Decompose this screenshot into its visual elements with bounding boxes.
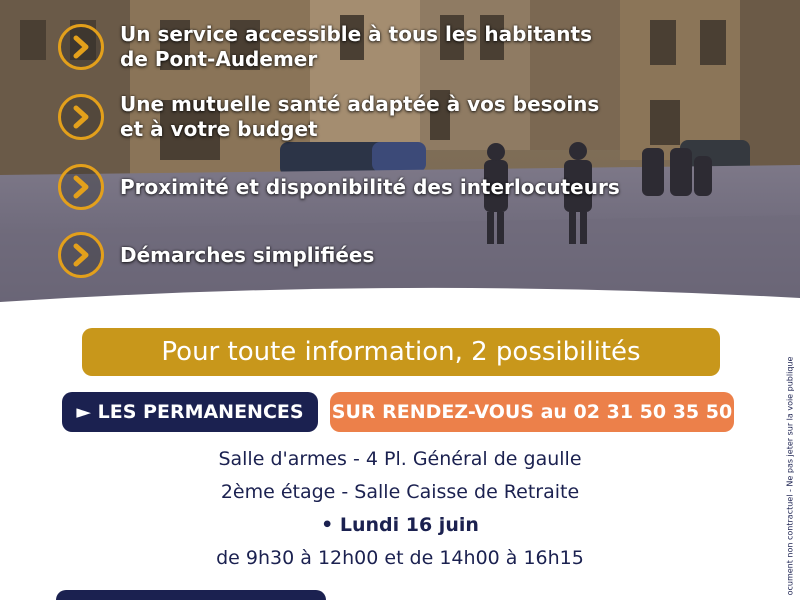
benefit-line: Un service accessible à tous les habitants <box>120 22 593 46</box>
permanences-label: ► LES PERMANENCES <box>62 392 318 432</box>
benefit-line: Une mutuelle santé adaptée à vos besoins <box>120 92 600 116</box>
benefit-item <box>58 92 599 142</box>
benefit-line: et à votre budget <box>120 117 318 141</box>
benefit-line: Proximité et disponibilité des interlocuteurs <box>120 174 620 199</box>
benefit-text <box>120 22 592 72</box>
chevron-right-icon <box>58 94 104 140</box>
benefit-text <box>120 243 374 268</box>
schedule-place: Salle d'armes - 4 Pl. Général de gaulle <box>218 448 582 470</box>
info-banner: Pour toute information, 2 possibilités <box>82 328 720 376</box>
benefit-item <box>58 164 620 210</box>
schedule-hours: de 9h30 à 12h00 et de 14h00 à 16h15 <box>216 547 584 569</box>
chevron-right-icon <box>58 232 104 278</box>
schedule-room: 2ème étage - Salle Caisse de Retraite <box>220 481 580 503</box>
benefit-line: Démarches simplifiées <box>120 242 375 267</box>
bottom-label-pill <box>56 590 326 600</box>
benefit-item <box>58 232 374 278</box>
schedule-day: • Lundi 16 juin <box>321 514 479 536</box>
appointment-phone: SUR RENDEZ-VOUS au 02 31 50 35 50 <box>330 392 734 432</box>
benefit-line: de Pont-Audemer <box>120 47 318 71</box>
benefit-text <box>120 92 599 142</box>
legal-side-note: ocument non contractuel - Ne pas jeter sur la voie publique <box>785 356 795 596</box>
benefit-text <box>120 175 620 200</box>
benefit-item <box>58 22 592 72</box>
chevron-right-icon <box>58 24 104 70</box>
chevron-right-icon <box>58 164 104 210</box>
